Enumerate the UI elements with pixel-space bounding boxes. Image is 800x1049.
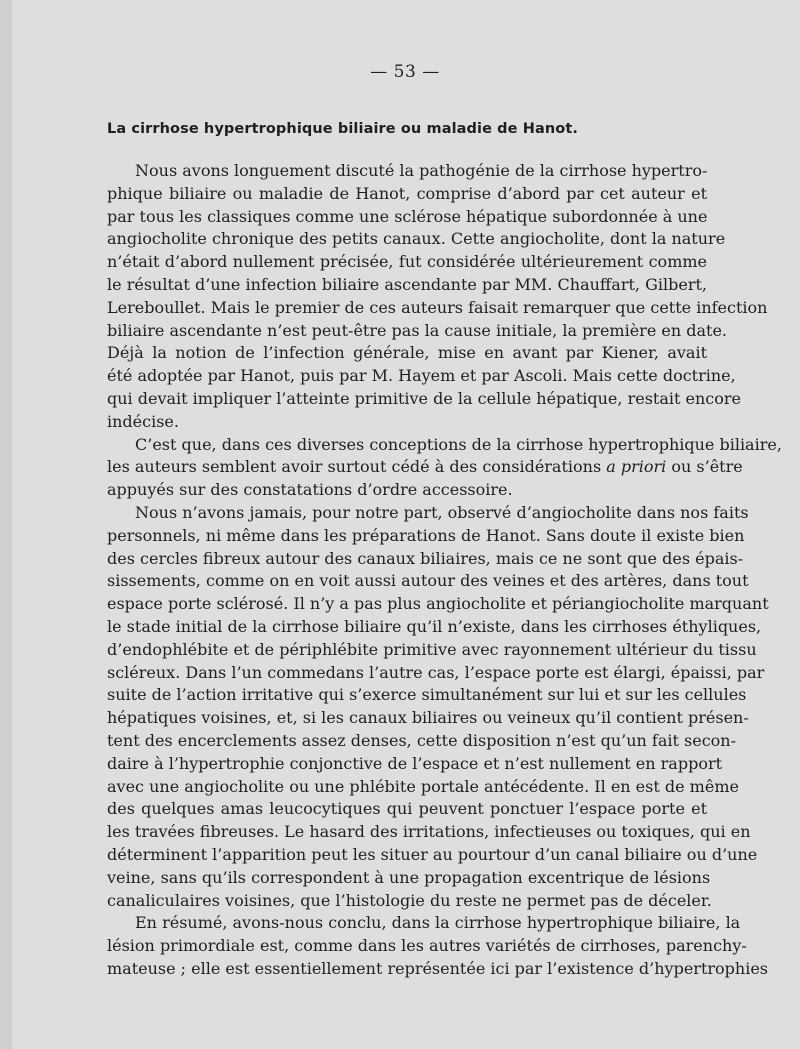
text-line: Déjà la notion de l’infection générale, mise en avant par Kiener, avait xyxy=(107,343,707,363)
italic-phrase: a priori xyxy=(606,457,667,477)
text-line: veine, sans qu’ils correspondent à une propagation excentrique de lésions xyxy=(107,867,711,887)
text-line: appuyés sur des constatations d’ordre accessoire. xyxy=(107,480,513,500)
body-text xyxy=(107,160,782,981)
text-line: Nous avons longuement discuté la pathogénie de la cirrhose hypertro- xyxy=(135,161,708,180)
text-line: suite de l’action irritative qui s’exerce simultanément sur lui et sur les cellules xyxy=(107,685,747,705)
text-line: En résumé, avons-nous conclu, dans la cirrhose hypertrophique biliaire, la xyxy=(135,913,741,933)
text-line: n’était d’abord nullement précisée, fut considérée ultérieurement comme xyxy=(107,252,707,272)
text-line: indécise. xyxy=(107,411,179,431)
section-heading: La cirrhose hypertrophique biliaire ou maladie de Hanot. xyxy=(107,121,578,137)
text-line: les travées fibreuses. Le hasard des irritations, infectieuses ou toxiques, qui en xyxy=(107,822,751,842)
text-line: des cercles fibreux autour des canaux biliaires, mais ce ne sont que des épais- xyxy=(107,548,744,568)
text-line-with-italic xyxy=(107,456,743,479)
text-line: canaliculaires voisines, que l’histologie du reste ne permet pas de déceler. xyxy=(107,890,712,910)
text-line: par tous les classiques comme une sclérose hépatique subordonnée à une xyxy=(107,206,708,226)
text-line: qui devait impliquer l’atteinte primitive de la cellule hépatique, restait encore xyxy=(107,388,741,408)
text-line: scléreux. Dans l’un commedans l’autre cas, l’espace porte est élargi, épaissi, par xyxy=(107,662,765,682)
text-line: le résultat d’une infection biliaire ascendante par MM. Chauffart, Gilbert, xyxy=(107,274,707,294)
page-edge-shadow xyxy=(0,0,12,1049)
paragraph-3 xyxy=(107,502,769,912)
text-line: d’endophlébite et de périphlébite primitive avec rayonnement ultérieur du tissu xyxy=(107,639,757,659)
paragraph-2 xyxy=(107,434,782,502)
text-line: été adoptée par Hanot, puis par M. Hayem et par Ascoli. Mais cette doctrine, xyxy=(107,366,736,386)
text-line: hépatiques voisines, et, si les canaux biliaires ou veineux qu’il contient présen- xyxy=(107,708,749,728)
text-run: ou s’être xyxy=(666,457,743,477)
text-line: mateuse ; elle est essentiellement représentée ici par l’existence d’hypertrophies xyxy=(107,958,768,978)
text-line: angiocholite chronique des petits canaux. Cette angiocholite, dont la nature xyxy=(107,229,726,249)
text-run: les auteurs semblent avoir surtout cédé à des considérations xyxy=(107,457,607,477)
text-line: C’est que, dans ces diverses conceptions de la cirrhose hypertrophique biliaire, xyxy=(135,434,782,454)
text-line: tent des encerclements assez denses, cette disposition n’est qu’un fait secon- xyxy=(107,730,736,750)
text-line: le stade initial de la cirrhose biliaire qu’il n’existe, dans les cirrhoses éthyliques, xyxy=(107,616,762,636)
text-line: déterminent l’apparition peut les situer au pourtour d’un canal biliaire ou d’une xyxy=(107,844,758,864)
text-line: des quelques amas leucocytiques qui peuvent ponctuer l’espace porte et xyxy=(107,799,707,819)
text-line: daire à l’hypertrophie conjonctive de l’espace et n’est nullement en rapport xyxy=(107,753,723,773)
text-line: sissements, comme on en voit aussi autour des veines et des artères, dans tout xyxy=(107,571,749,591)
text-line: lésion primordiale est, comme dans les autres variétés de cirrhoses, parenchy- xyxy=(107,936,747,956)
page-number: — 53 — xyxy=(370,62,440,82)
text-line: biliaire ascendante n’est peut-être pas la cause initiale, la première en date. xyxy=(107,320,728,340)
text-line: personnels, ni même dans les préparations de Hanot. Sans doute il existe bien xyxy=(107,525,745,545)
paragraph-1 xyxy=(107,160,768,434)
text-line: Nous n’avons jamais, pour notre part, observé d’angiocholite dans nos faits xyxy=(135,502,749,522)
text-line: phique biliaire ou maladie de Hanot, comprise d’abord par cet auteur et xyxy=(107,183,707,203)
text-line: Lereboullet. Mais le premier de ces auteurs faisait remarquer que cette infection xyxy=(107,297,768,317)
text-line: espace porte sclérosé. Il n’y a pas plus angiocholite et périangiocholite marquant xyxy=(107,594,769,614)
text-line: avec une angiocholite ou une phlébite portale antécédente. Il en est de même xyxy=(107,776,739,796)
paragraph-4 xyxy=(107,912,768,980)
